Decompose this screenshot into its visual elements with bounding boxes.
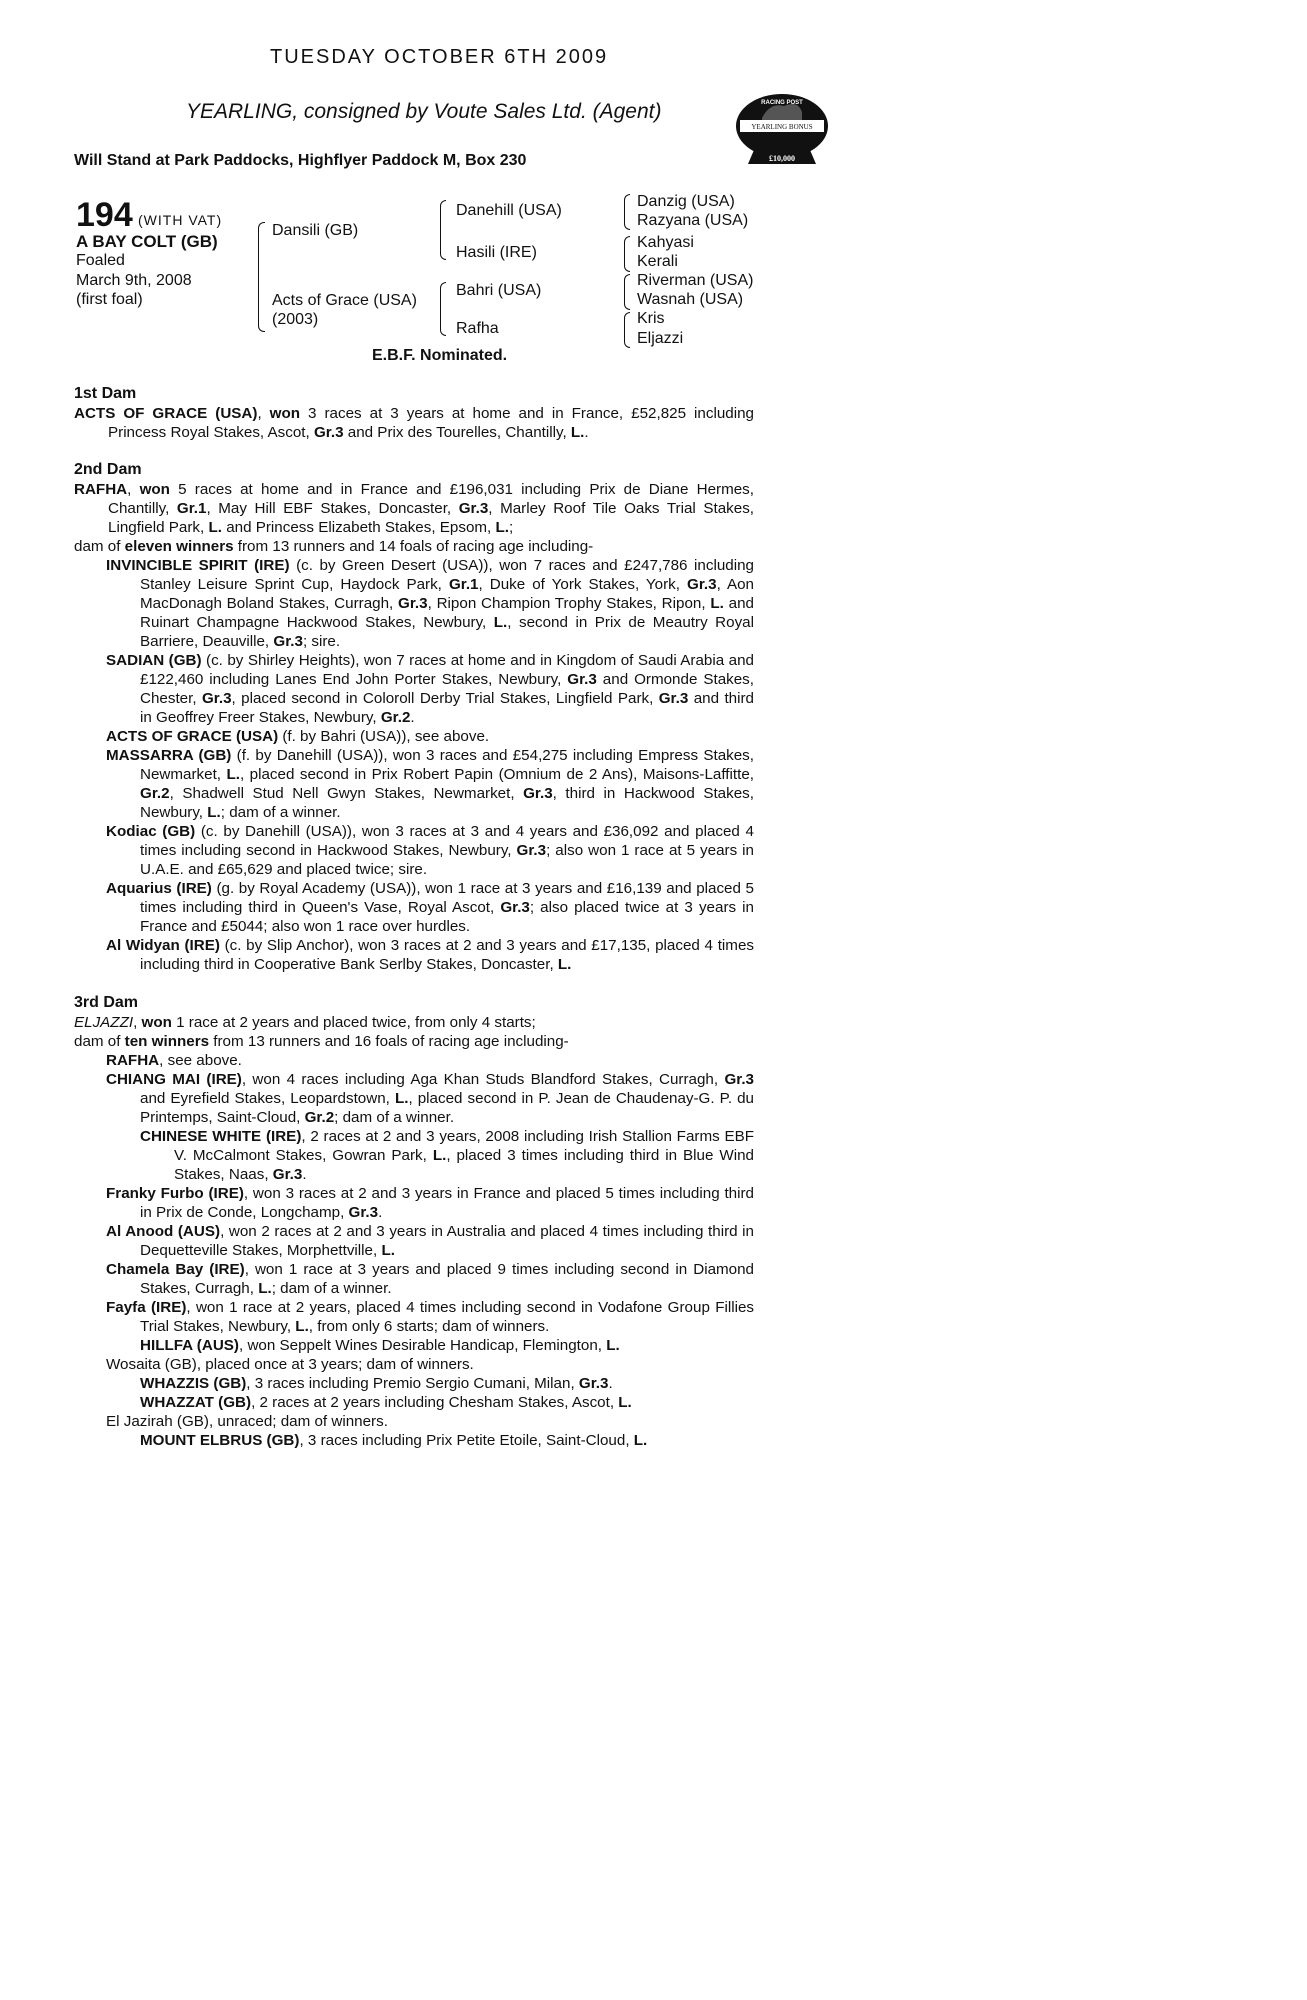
gen3-danzig: Danzig (USA)	[637, 193, 735, 210]
sire-dam: Hasili (IRE)	[456, 244, 537, 261]
dam-dam: Rafha	[456, 320, 499, 337]
foal-note: (first foal)	[76, 291, 143, 308]
progeny-acts-of-grace: ACTS OF GRACE (USA) (f. by Bahri (USA)), see above.	[106, 728, 490, 745]
consignor-line: YEARLING, consigned by Voute Sales Ltd. (Agent)	[186, 100, 662, 123]
first-dam-record: ACTS OF GRACE (USA), won 3 races at 3 years at home and in France, £52,825 including Princess Royal Stakes, Ascot, Gr.3 and Prix des Tourelles, Chantilly, L..	[74, 405, 754, 441]
progeny-al-widyan: Al Widyan (IRE) (c. by Slip Anchor), won 3 races at 2 and 3 years and £17,135, placed 4 times including third in Cooperative Bank Serlby Stakes, Doncaster, L.	[106, 937, 754, 973]
gen3-kris: Kris	[637, 310, 665, 327]
sire: Dansili (GB)	[272, 222, 359, 239]
lot-name: A BAY COLT (GB)	[76, 232, 218, 251]
svg-text:£10,000: £10,000	[769, 154, 795, 163]
progeny-whazzis: WHAZZIS (GB), 3 races including Premio Sergio Cumani, Milan, Gr.3.	[140, 1375, 613, 1392]
progeny-chiang-mai: CHIANG MAI (IRE), won 4 races including Aga Khan Studs Blandford Stakes, Curragh, Gr.3 and Eyrefield Stakes, Leopardstown, L., placed second in P. Jean de Chaudenay-G. P. du Printemps, Saint-Cloud, Gr.2; dam of a winner.	[106, 1071, 754, 1126]
dam-sire: Bahri (USA)	[456, 282, 542, 299]
progeny-aquarius: Aquarius (IRE) (g. by Royal Academy (USA)), won 1 race at 3 years and £16,139 and placed 5 times including third in Queen's Vase, Royal Ascot, Gr.3; also placed twice at 3 years in France and £5044; also won 1 race over hurdles.	[106, 880, 755, 935]
gen3-eljazzi: Eljazzi	[637, 330, 684, 347]
svg-text:YEARLING BONUS: YEARLING BONUS	[751, 123, 813, 131]
dam-year: (2003)	[272, 311, 319, 328]
first-dam-heading: 1st Dam	[74, 385, 137, 402]
svg-text:RACING POST: RACING POST	[761, 100, 803, 106]
third-dam-record: ELJAZZI, won 1 race at 2 years and placed twice, from only 4 starts; dam of ten winners from 13 runners and 16 foals of racing age including- RAFHA, see above. CHIANG MAI (IRE), won 4 races including Aga Khan Studs Blandford Stakes, Curragh, Gr.3 and Eyrefield Stakes, Leopardstown, L., placed second in P. Jean de Chaudenay-G. P. du Printemps, Saint-Cloud, Gr.2; dam of a winner. CHINESE WHITE (IRE), 2 races at 2 and 3 years, 2008 including Irish Stallion Farms EBF V. McCalmont Stakes, Gowran Park, L., placed 3 times including third in Blue Wind Stakes, Naas, Gr.3. Franky Furbo (IRE), won 3 races at 2 and 3 years in France and placed 5 times including third in Prix de Conde, Longchamp, Gr.3. Al Anood (AUS), won 2 races at 2 and 3 years in Australia and placed 4 times including third in Dequetteville Stakes, Morphettville, L. Chamela Bay (IRE), won 1 race at 3 years and placed 9 times including second in Diamond Stakes, Curragh, L.; dam of a winner. Fayfa (IRE), won 1 race at 2 years, placed 4 times including second in Vodafone Group Fillies Trial Stakes, Newbury, L., from only 6 starts; dam of winners. HILLFA (AUS), won Seppelt Wines Desirable Handicap, Flemington, L. Wosaita (GB), placed once at 3 years; dam of winners. WHAZZIS (GB), 3 races including Premio Sergio Cumani, Milan, Gr.3. WHAZZAT (GB), 2 races at 2 years including Chesham Stakes, Ascot, L. El Jazirah (GB), unraced; dam of winners. MOUNT ELBRUS (GB), 3 races including Prix Petite Etoile, Saint-Cloud, L.	[74, 1014, 755, 1449]
vat-note: (WITH VAT)	[138, 212, 223, 228]
progeny-rafha: RAFHA, see above.	[106, 1052, 242, 1069]
lot-number: 194	[76, 196, 133, 234]
progeny-franky-furbo: Franky Furbo (IRE), won 3 races at 2 and 3 years in France and placed 5 times including third in Prix de Conde, Longchamp, Gr.3.	[106, 1185, 755, 1221]
progeny-sadian: SADIAN (GB) (c. by Shirley Heights), won 7 races at home and in Kingdom of Saudi Arabia and £122,460 including Lanes End John Porter Stakes, Newbury, Gr.3 and Ormonde Stakes, Chester, Gr.3, placed second in Coloroll Derby Trial Stakes, Lingfield Park, Gr.3 and third in Geoffrey Freer Stakes, Newbury, Gr.2.	[106, 652, 754, 726]
progeny-whazzat: WHAZZAT (GB), 2 races at 2 years including Chesham Stakes, Ascot, L.	[140, 1394, 632, 1411]
progeny-al-anood: Al Anood (AUS), won 2 races at 2 and 3 years in Australia and placed 4 times including third in Dequetteville Stakes, Morphettville, L.	[106, 1223, 754, 1259]
second-dam-record: RAFHA, won 5 races at home and in France and £196,031 including Prix de Diane Hermes, Chantilly, Gr.1, May Hill EBF Stakes, Doncaster, Gr.3, Marley Roof Tile Oaks Trial Stakes, Lingfield Park, L. and Princess Elizabeth Stakes, Epsom, L.; dam of eleven winners from 13 runners and 14 foals of racing age including- INVINCIBLE SPIRIT (IRE) (c. by Green Desert (USA)), won 7 races and £247,786 including Stanley Leisure Sprint Cup, Haydock Park, Gr.1, Duke of York Stakes, York, Gr.3, Aon MacDonagh Boland Stakes, Curragh, Gr.3, Ripon Champion Trophy Stakes, Ripon, L. and Ruinart Champagne Hackwood Stakes, Newbury, L., second in Prix de Meautry Royal Barriere, Deauville, Gr.3; sire. SADIAN (GB) (c. by Shirley Heights), won 7 races at home and in Kingdom of Saudi Arabia and £122,460 including Lanes End John Porter Stakes, Newbury, Gr.3 and Ormonde Stakes, Chester, Gr.3, placed second in Coloroll Derby Trial Stakes, Lingfield Park, Gr.3 and third in Geoffrey Freer Stakes, Newbury, Gr.2. ACTS OF GRACE (USA) (f. by Bahri (USA)), see above. MASSARRA (GB) (f. by Danehill (USA)), won 3 races and £54,275 including Empress Stakes, Newmarket, L., placed second in Prix Robert Papin (Omnium de 2 Ans), Maisons-Laffitte, Gr.2, Shadwell Stud Nell Gwyn Stakes, Newmarket, Gr.3, third in Hackwood Stakes, Newbury, L.; dam of a winner. Kodiac (GB) (c. by Danehill (USA)), won 3 races at 3 and 4 years and £36,092 and placed 4 times including second in Hackwood Stakes, Newbury, Gr.3; also won 1 race at 5 years in U.A.E. and £65,629 and placed twice; sire. Aquarius (IRE) (g. by Royal Academy (USA)), won 1 race at 3 years and £16,139 and placed 5 times including third in Queen's Vase, Royal Ascot, Gr.3; also placed twice at 3 years in France and £5044; also won 1 race over hurdles. Al Widyan (IRE) (c. by Slip Anchor), won 3 races at 2 and 3 years and £17,135, placed 4 times including third in Cooperative Bank Serlby Stakes, Doncaster, L.	[74, 481, 755, 973]
progeny-hillfa: HILLFA (AUS), won Seppelt Wines Desirable Handicap, Flemington, L.	[140, 1337, 620, 1354]
progeny-fayfa: Fayfa (IRE), won 1 race at 2 years, placed 4 times including second in Vodafone Group Fillies Trial Stakes, Newbury, L., from only 6 starts; dam of winners.	[106, 1299, 755, 1335]
foaled-label: Foaled	[76, 252, 125, 269]
progeny-kodiac: Kodiac (GB) (c. by Danehill (USA)), won 3 races at 3 and 4 years and £36,092 and placed 4 times including second in Hackwood Stakes, Newbury, Gr.3; also won 1 race at 5 years in U.A.E. and £65,629 and placed twice; sire.	[106, 823, 754, 878]
progeny-invincible-spirit: INVINCIBLE SPIRIT (IRE) (c. by Green Desert (USA)), won 7 races and £247,786 including Stanley Leisure Sprint Cup, Haydock Park, Gr.1, Duke of York Stakes, York, Gr.3, Aon MacDonagh Boland Stakes, Curragh, Gr.3, Ripon Champion Trophy Stakes, Ripon, L. and Ruinart Champagne Hackwood Stakes, Newbury, L., second in Prix de Meautry Royal Barriere, Deauville, Gr.3; sire.	[106, 557, 754, 650]
sire-sire: Danehill (USA)	[456, 202, 562, 219]
progeny-wosaita: Wosaita (GB), placed once at 3 years; dam of winners.	[106, 1356, 474, 1373]
sale-date: TUESDAY OCTOBER 6TH 2009	[270, 46, 609, 68]
progeny-mount-elbrus: MOUNT ELBRUS (GB), 3 races including Prix Petite Etoile, Saint-Cloud, L.	[140, 1432, 648, 1449]
foaled-date: March 9th, 2008	[76, 272, 192, 289]
progeny-chinese-white: CHINESE WHITE (IRE), 2 races at 2 and 3 years, 2008 including Irish Stallion Farms EBF V. McCalmont Stakes, Gowran Park, L., placed 3 times including third in Blue Wind Stakes, Naas, Gr.3.	[140, 1128, 754, 1183]
gen3-razyana: Razyana (USA)	[637, 212, 749, 229]
progeny-chamela-bay: Chamela Bay (IRE), won 1 race at 3 years and placed 9 times including second in Diamond Stakes, Curragh, L.; dam of a winner.	[106, 1261, 755, 1297]
third-dam-heading: 3rd Dam	[74, 994, 139, 1011]
second-dam-heading: 2nd Dam	[74, 461, 142, 478]
progeny-massarra: MASSARRA (GB) (f. by Danehill (USA)), won 3 races and £54,275 including Empress Stakes, Newmarket, L., placed second in Prix Robert Papin (Omnium de 2 Ans), Maisons-Laffitte, Gr.2, Shadwell Stud Nell Gwyn Stakes, Newmarket, Gr.3, third in Hackwood Stakes, Newbury, L.; dam of a winner.	[106, 747, 754, 821]
ebf-note: E.B.F. Nominated.	[372, 347, 508, 364]
gen3-wasnah: Wasnah (USA)	[637, 291, 744, 308]
gen3-kahyasi: Kahyasi	[637, 234, 694, 251]
stand-location: Will Stand at Park Paddocks, Highflyer Paddock M, Box 230	[74, 152, 527, 169]
gen3-riverman: Riverman (USA)	[637, 272, 754, 289]
gen3-kerali: Kerali	[637, 253, 678, 270]
progeny-el-jazirah: El Jazirah (GB), unraced; dam of winners.	[106, 1413, 388, 1430]
dam: Acts of Grace (USA)	[272, 292, 417, 309]
yearling-bonus-logo	[732, 92, 832, 166]
